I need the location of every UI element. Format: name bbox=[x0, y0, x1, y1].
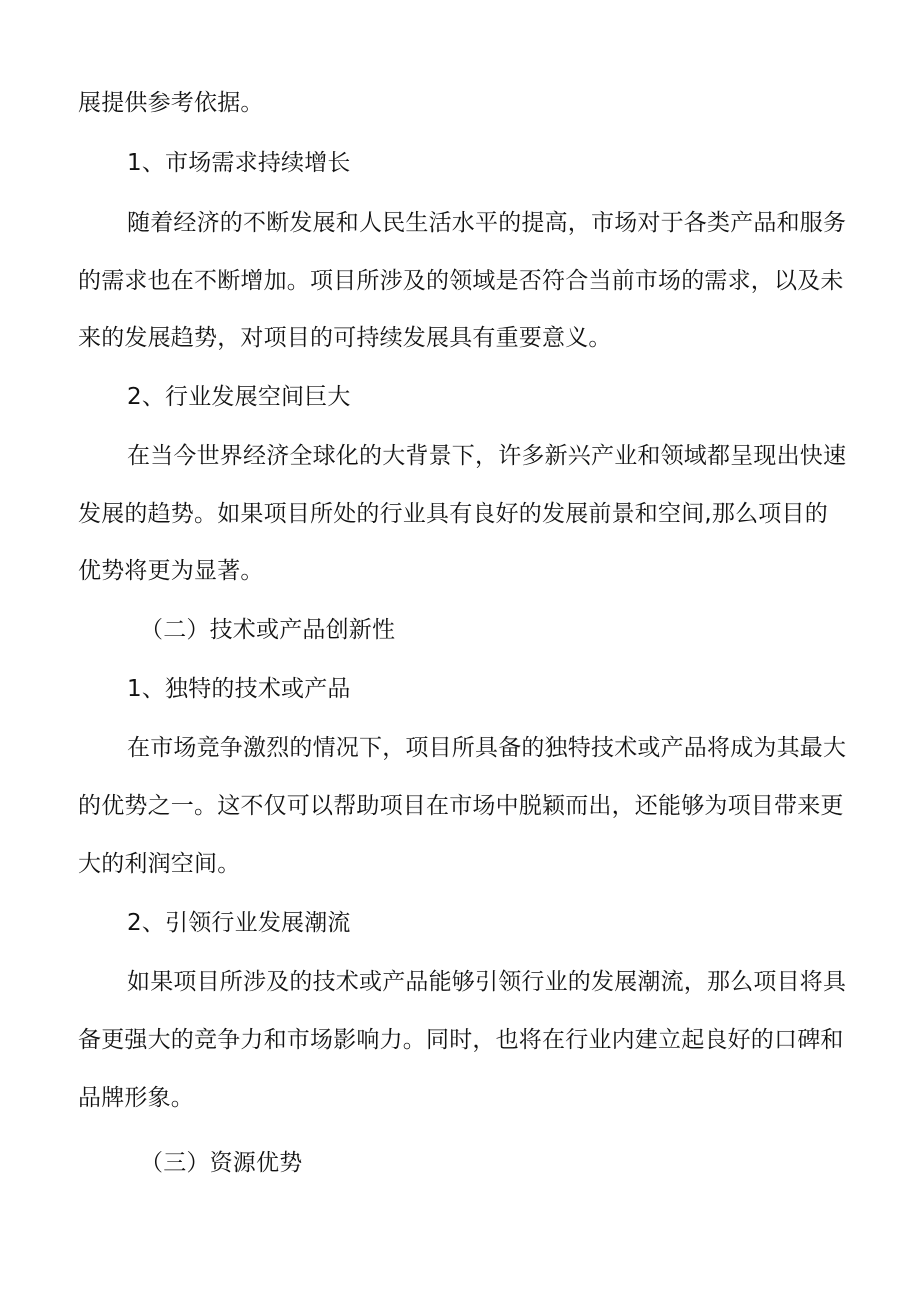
paragraph-line: 品牌形象。 bbox=[78, 1085, 194, 1111]
paragraph-line: 备更强大的竞争力和市场影响力。同时，也将在行业内建立起良好的口碑和 bbox=[78, 1027, 844, 1053]
paragraph-line: 来的发展趋势，对项目的可持续发展具有重要意义。 bbox=[78, 325, 612, 351]
paragraph-line: 的需求也在不断增加。项目所涉及的领域是否符合当前市场的需求，以及未 bbox=[78, 268, 844, 294]
paragraph-line: 如果项目所涉及的技术或产品能够引领行业的发展潮流，那么项目将具 bbox=[127, 969, 847, 995]
subheading-lead-trend: 2、引领行业发展潮流 bbox=[127, 910, 351, 936]
paragraph-line: 发展的趋势。如果项目所处的行业具有良好的发展前景和空间,那么项目的 bbox=[78, 501, 828, 527]
paragraph-line: 大的利润空间。 bbox=[78, 851, 241, 877]
paragraph-line: 在市场竞争激烈的情况下，项目所具备的独特技术或产品将成为其最大 bbox=[127, 735, 847, 761]
section-heading-innovation: （二）技术或产品创新性 bbox=[140, 617, 396, 643]
paragraph-line: 的优势之一。这不仅可以帮助项目在市场中脱颖而出，还能够为项目带来更 bbox=[78, 793, 844, 819]
subheading-unique-tech: 1、独特的技术或产品 bbox=[127, 676, 351, 702]
paragraph-line: 优势将更为显著。 bbox=[78, 558, 264, 584]
paragraph-line: 在当今世界经济全球化的大背景下，许多新兴产业和领域都呈现出快速 bbox=[127, 443, 847, 469]
paragraph-continuation: 展提供参考依据。 bbox=[78, 90, 264, 116]
section-heading-resources: （三）资源优势 bbox=[140, 1150, 303, 1176]
subheading-market-demand: 1、市场需求持续增长 bbox=[127, 150, 351, 176]
subheading-industry-space: 2、行业发展空间巨大 bbox=[127, 384, 351, 410]
paragraph-line: 随着经济的不断发展和人民生活水平的提高，市场对于各类产品和服务 bbox=[127, 210, 847, 236]
